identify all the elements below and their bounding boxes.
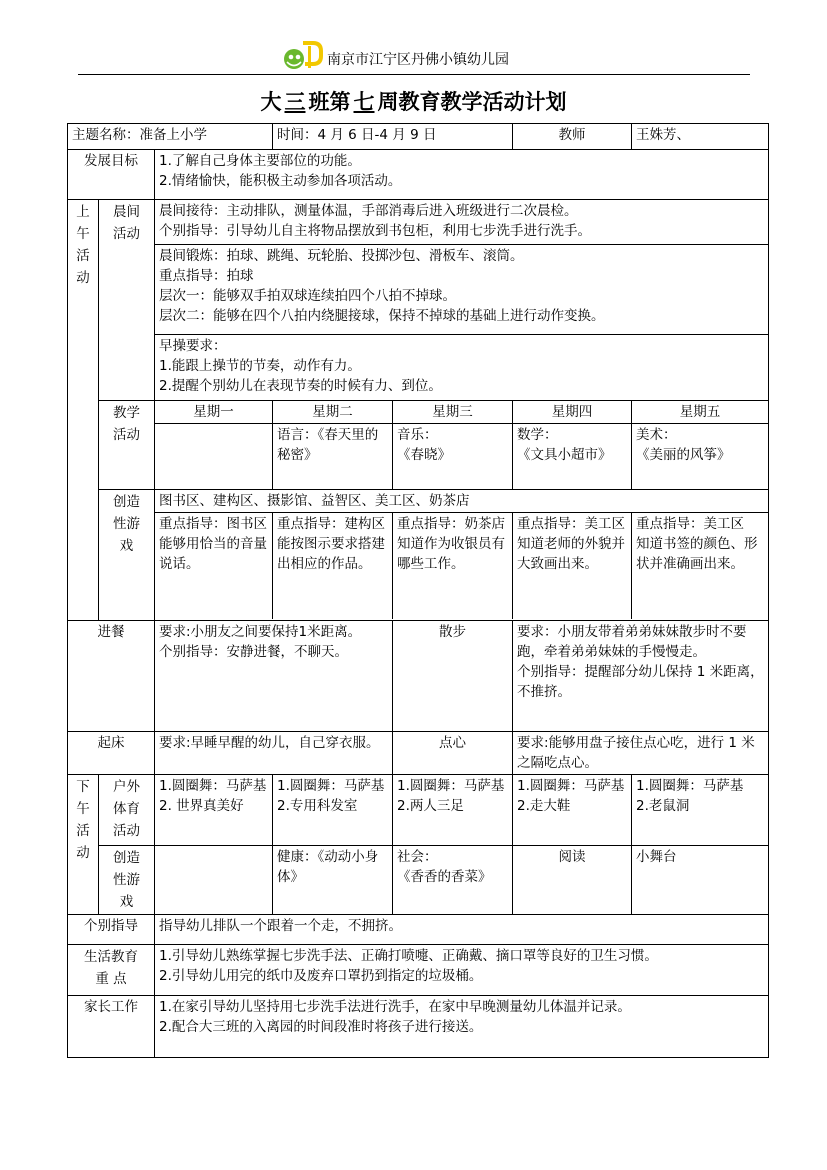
meal-label: 进餐 — [68, 621, 155, 731]
creative-pm-mon — [155, 846, 273, 915]
goals-row — [68, 150, 769, 200]
life-label: 生活教育重 点 — [68, 945, 155, 995]
title-class-prefix: 大 — [260, 89, 282, 114]
meal-text: 要求:小朋友之间要保持1米距离。 个别指导：安静进餐，不聊天。 — [155, 621, 393, 731]
creative-am-row — [68, 489, 769, 621]
outdoor-tue: 1.圆圈舞：马萨基 2.专用科发室 — [273, 774, 393, 845]
creative-pm-thu: 阅读 — [513, 846, 632, 915]
reception-row — [68, 200, 769, 244]
morning-activity-label: 晨间活动 — [99, 200, 155, 401]
title-class-mid: 班第 — [308, 89, 351, 114]
creative-am-areas: 图书区、建构区、摄影馆、益智区、美工区、奶茶店 — [155, 490, 768, 513]
morning-section-label: 上午活动 — [68, 200, 99, 621]
page-header — [0, 38, 827, 74]
drill-text: 早操要求： 1.能跟上操节的节奏，动作有力。 2.提醒个别幼儿在表现节奏的时候有力、到位。 — [155, 334, 769, 400]
weekday-wed: 星期三 — [393, 401, 513, 424]
outdoor-row — [68, 774, 769, 845]
afternoon-section-label: 下午活动 — [68, 774, 99, 915]
creative-pm-label: 创造性游戏 — [99, 846, 155, 915]
creative-am-tue: 重点指导：建构区 能按图示要求搭建出相应的作品。 — [273, 513, 393, 619]
creative-am-thu: 重点指导：美工区 知道老师的外貌并大致画出来。 — [513, 513, 632, 619]
goals-text — [155, 150, 769, 200]
creative-am-days — [155, 513, 768, 619]
reception-text: 晨间接待：主动排队，测量体温，手部消毒后进入班级进行二次晨检。 个别指导：引导幼儿自主将物品摆放到书包柜，利用七步洗手进行洗手。 — [155, 200, 769, 244]
teaching-label: 教学活动 — [99, 401, 155, 489]
life-row — [68, 945, 769, 995]
creative-pm-row — [68, 846, 769, 915]
exercise-text: 晨间锻炼：拍球、跳绳、玩轮胎、投掷沙包、滑板车、滚筒。 重点指导：拍球 层次一：能够双手拍双球连续拍四个八拍不掉球。 层次二：能够在四个八拍内绕腿接球，保持不掉球的基础上进行动作变换。 — [155, 244, 769, 334]
teaching-tue: 语言：《春天里的秘密》 — [273, 424, 393, 489]
theme-cell: 主题名称：准备上小学 — [68, 124, 273, 150]
teaching-row — [68, 424, 769, 489]
creative-pm-fri: 小舞台 — [632, 846, 769, 915]
title-class-number: 三 — [284, 89, 306, 114]
page-title — [0, 88, 827, 116]
kindergarten-logo-icon — [283, 40, 323, 72]
walk-text: 要求：小朋友带着弟弟妹妹散步时不要跑，牵着弟弟妹妹的手慢慢走。 个别指导：提醒部分幼儿保持 1 米距离，不推挤。 — [513, 621, 769, 731]
weekday-tue: 星期二 — [273, 401, 393, 424]
header-divider — [78, 74, 750, 75]
teacher-name: 王姝芳、 — [632, 124, 769, 150]
creative-pm-tue: 健康：《动动小身体》 — [273, 846, 393, 915]
outdoor-label: 户外体育活动 — [99, 774, 155, 845]
teaching-fri: 美术： 《美丽的风筝》 — [632, 424, 769, 489]
wake-text: 要求:早睡早醒的幼儿，自己穿衣服。 — [155, 731, 393, 774]
title-week-number: 七 — [353, 89, 375, 114]
goals-label: 发展目标 — [68, 150, 155, 200]
creative-am-content — [155, 489, 769, 621]
school-name: 南京市江宁区丹佛小镇幼儿园 — [327, 52, 509, 68]
goal-item: 1.了解自己身体主要部位的功能。 — [159, 153, 361, 170]
teaching-mon — [155, 424, 273, 489]
weekday-header-row — [68, 401, 769, 424]
title-suffix: 周教育教学活动计划 — [377, 89, 567, 114]
creative-am-fri: 重点指导：美工区 知道书签的颜色、形状并准确画出来。 — [636, 515, 758, 572]
outdoor-wed: 1.圆圈舞：马萨基 2.两人三足 — [393, 774, 513, 845]
individual-text: 指导幼儿排队一个跟着一个走，不拥挤。 — [155, 915, 769, 945]
meal-row — [68, 621, 769, 731]
teaching-thu: 数学： 《文具小超市》 — [513, 424, 632, 489]
exercise-row — [68, 244, 769, 334]
parents-label: 家长工作 — [68, 995, 155, 1057]
creative-am-label: 创造性游戏 — [99, 489, 155, 621]
teacher-label: 教师 — [513, 124, 632, 150]
info-row — [68, 124, 769, 150]
weekday-fri: 星期五 — [632, 401, 769, 424]
individual-row — [68, 915, 769, 945]
time-cell: 时间：4 月 6 日-4 月 9 日 — [273, 124, 513, 150]
creative-pm-wed: 社会： 《香香的香菜》 — [393, 846, 513, 915]
individual-label: 个别指导 — [68, 915, 155, 945]
outdoor-fri: 1.圆圈舞：马萨基 2.老鼠洞 — [632, 774, 769, 845]
life-text: 1.引导幼儿熟练掌握七步洗手法、正确打喷嚏、正确戴、摘口罩等良好的卫生习惯。 2.引导幼儿用完的纸巾及废弃口罩扔到指定的垃圾桶。 — [155, 945, 769, 995]
wake-row — [68, 731, 769, 774]
weekday-thu: 星期四 — [513, 401, 632, 424]
drill-row — [68, 334, 769, 400]
outdoor-thu: 1.圆圈舞：马萨基 2.走大鞋 — [513, 774, 632, 845]
goal-item: 2.情绪愉快，能积极主动参加各项活动。 — [159, 173, 402, 190]
walk-label: 散步 — [393, 621, 513, 731]
outdoor-mon: 1.圆圈舞：马萨基 2. 世界真美好 — [155, 774, 273, 845]
weekday-mon: 星期一 — [155, 401, 273, 424]
snack-label: 点心 — [393, 731, 513, 774]
parents-row — [68, 995, 769, 1057]
weekly-plan-table — [67, 123, 769, 1058]
creative-am-mon: 重点指导：图书区 能够用恰当的音量说话。 — [155, 513, 273, 619]
wake-label: 起床 — [68, 731, 155, 774]
snack-text: 要求:能够用盘子接住点心吃，进行 1 米之隔吃点心。 — [513, 731, 769, 774]
parents-text: 1.在家引导幼儿坚持用七步洗手法进行洗手，在家中早晚测量幼儿体温并记录。 2.配合大三班的入离园的时间段准时将孩子进行接送。 — [155, 995, 769, 1057]
creative-am-wed: 重点指导：奶茶店 知道作为收银员有哪些工作。 — [393, 513, 513, 619]
teaching-wed: 音乐： 《春晓》 — [393, 424, 513, 489]
